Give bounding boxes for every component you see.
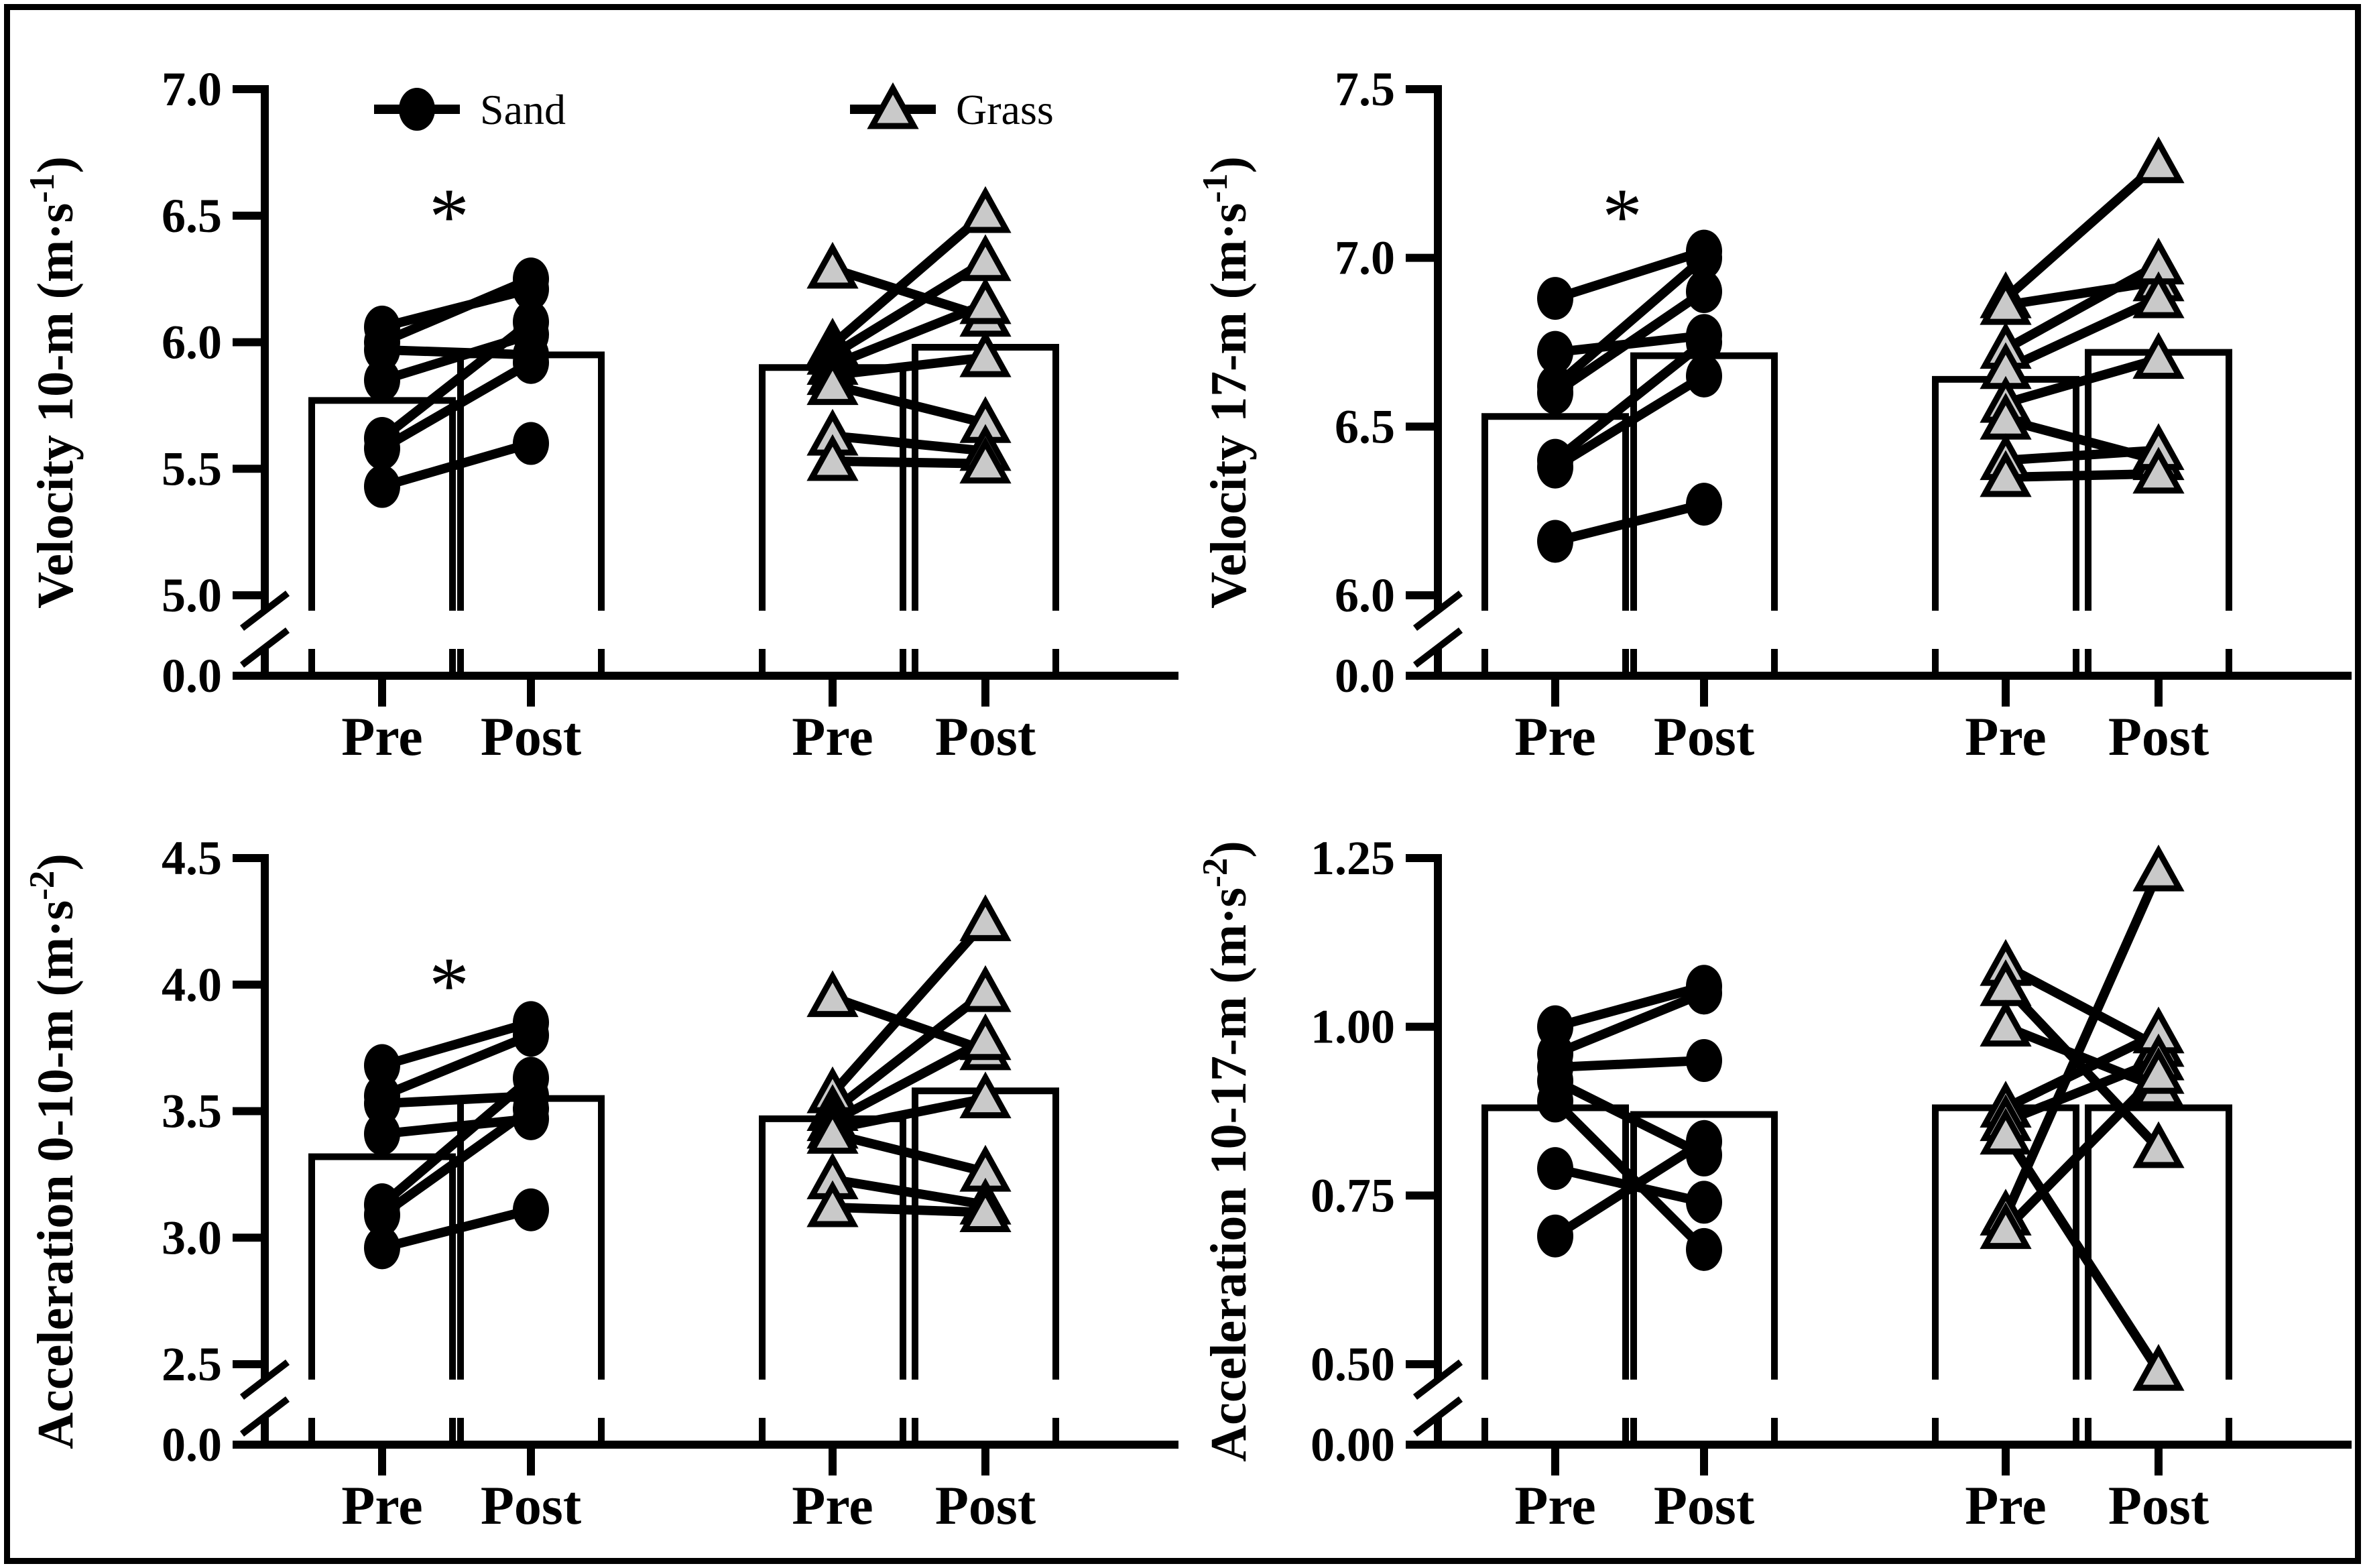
sand-marker xyxy=(513,1087,549,1130)
grass-marker xyxy=(2138,143,2179,180)
y-tick-label: 7.0 xyxy=(1335,231,1395,285)
sand-marker xyxy=(1537,1147,1573,1190)
y-tick-label: 1.00 xyxy=(1311,1000,1395,1054)
x-label-post-grass: Post xyxy=(2108,706,2209,767)
sand-marker xyxy=(1686,971,1722,1014)
grass-marker xyxy=(965,241,1006,278)
grass-marker xyxy=(1985,1006,2026,1044)
sand-marker xyxy=(513,341,549,384)
y-tick-label: 7.5 xyxy=(1335,62,1395,116)
y-tick-label: 7.0 xyxy=(162,62,222,116)
sand-marker xyxy=(1537,1215,1573,1258)
sand-marker xyxy=(364,1112,400,1155)
sand-marker xyxy=(1537,277,1573,320)
grass-marker xyxy=(965,1020,1006,1057)
sand-marker xyxy=(364,359,400,402)
significance-asterisk: * xyxy=(1602,172,1642,261)
sand-marker xyxy=(1686,1120,1722,1163)
y-axis-title: Acceleration 10-17-m $(m\cdot s^{-2})$ xyxy=(1195,841,1257,1462)
sand-marker xyxy=(1537,446,1573,489)
grass-marker xyxy=(965,192,1006,230)
y-zero-label: 0.0 xyxy=(162,1418,222,1471)
panel-acceleration-10-17m xyxy=(1180,781,2362,1565)
grass-marker xyxy=(2138,851,2179,888)
x-label-post-grass: Post xyxy=(934,1475,1036,1536)
pair-line-sand xyxy=(382,279,531,342)
x-label-pre-sand: Pre xyxy=(1514,706,1596,767)
legend-sand-label: Sand xyxy=(480,86,566,133)
legend-grass-label: Grass xyxy=(956,86,1054,133)
legend-sand-icon xyxy=(399,88,435,131)
y-tick-label: 4.5 xyxy=(162,831,222,885)
y-tick-label: 4.0 xyxy=(162,957,222,1012)
panel-velocity-17m xyxy=(1180,12,2362,796)
x-label-pre-sand: Pre xyxy=(341,706,423,767)
x-label-pre-grass: Pre xyxy=(1965,706,2047,767)
x-label-post-sand: Post xyxy=(480,706,582,767)
y-tick-label: 3.0 xyxy=(162,1211,222,1265)
x-label-pre-sand: Pre xyxy=(1514,1475,1596,1536)
pair-line-sand xyxy=(1555,1061,1704,1067)
y-tick-label: 5.5 xyxy=(162,442,222,496)
sand-marker xyxy=(1686,483,1722,526)
sand-marker xyxy=(1686,1181,1722,1223)
y-zero-label: 0.0 xyxy=(162,649,222,703)
sand-marker xyxy=(1537,520,1573,562)
panel-acceleration-0-10m xyxy=(7,781,1189,1565)
y-tick-label: 0.50 xyxy=(1311,1337,1395,1391)
x-label-pre-grass: Pre xyxy=(792,706,873,767)
x-label-post-grass: Post xyxy=(2108,1475,2209,1536)
sand-marker xyxy=(364,427,400,470)
y-tick-label: 0.75 xyxy=(1311,1168,1395,1223)
x-label-pre-grass: Pre xyxy=(792,1475,873,1536)
sand-marker xyxy=(364,465,400,508)
sand-marker xyxy=(1686,270,1722,313)
y-tick-label: 5.0 xyxy=(162,568,222,622)
y-zero-label: 0.00 xyxy=(1311,1418,1395,1471)
x-label-pre-grass: Pre xyxy=(1965,1475,2047,1536)
significance-asterisk: * xyxy=(429,172,469,261)
sand-marker xyxy=(364,1226,400,1269)
y-tick-label: 6.5 xyxy=(162,188,222,243)
x-label-post-grass: Post xyxy=(934,706,1036,767)
sand-marker xyxy=(513,1189,549,1231)
x-label-pre-sand: Pre xyxy=(341,1475,423,1536)
grass-marker xyxy=(812,977,853,1014)
sand-marker xyxy=(1686,355,1722,398)
y-axis-title: Velocity 10-m $(m\cdot s^{-1})$ xyxy=(22,156,84,609)
grass-marker xyxy=(812,248,853,286)
sand-marker xyxy=(1537,371,1573,414)
grass-marker xyxy=(965,900,1006,938)
y-axis-title: Acceleration 0-10-m $(m\cdot s^{-2})$ xyxy=(22,853,84,1449)
panel-velocity-10m xyxy=(7,12,1189,796)
x-label-post-sand: Post xyxy=(1653,1475,1755,1536)
sand-marker xyxy=(513,1014,549,1057)
y-zero-label: 0.0 xyxy=(1335,649,1395,703)
pair-line-grass xyxy=(833,1207,985,1213)
y-tick-label: 6.0 xyxy=(1335,568,1395,622)
pair-line-grass xyxy=(833,461,985,464)
sand-marker xyxy=(1686,1228,1722,1271)
significance-asterisk: * xyxy=(429,941,469,1030)
sand-marker xyxy=(1537,1079,1573,1122)
y-tick-label: 6.5 xyxy=(1335,400,1395,454)
sand-marker xyxy=(1686,1039,1722,1082)
y-tick-label: 6.0 xyxy=(162,315,222,369)
y-tick-label: 3.5 xyxy=(162,1084,222,1138)
y-axis-title: Velocity 17-m $(m\cdot s^{-1})$ xyxy=(1195,156,1257,609)
grass-marker xyxy=(965,971,1006,1009)
y-tick-label: 1.25 xyxy=(1311,831,1395,885)
bar-grass-post xyxy=(915,1091,1056,1380)
y-tick-label: 2.5 xyxy=(162,1337,222,1391)
sand-marker xyxy=(513,422,549,465)
x-label-post-sand: Post xyxy=(1653,706,1755,767)
sand-marker xyxy=(513,257,549,300)
grass-marker xyxy=(965,284,1006,321)
x-label-post-sand: Post xyxy=(480,1475,582,1536)
sand-marker xyxy=(513,300,549,343)
